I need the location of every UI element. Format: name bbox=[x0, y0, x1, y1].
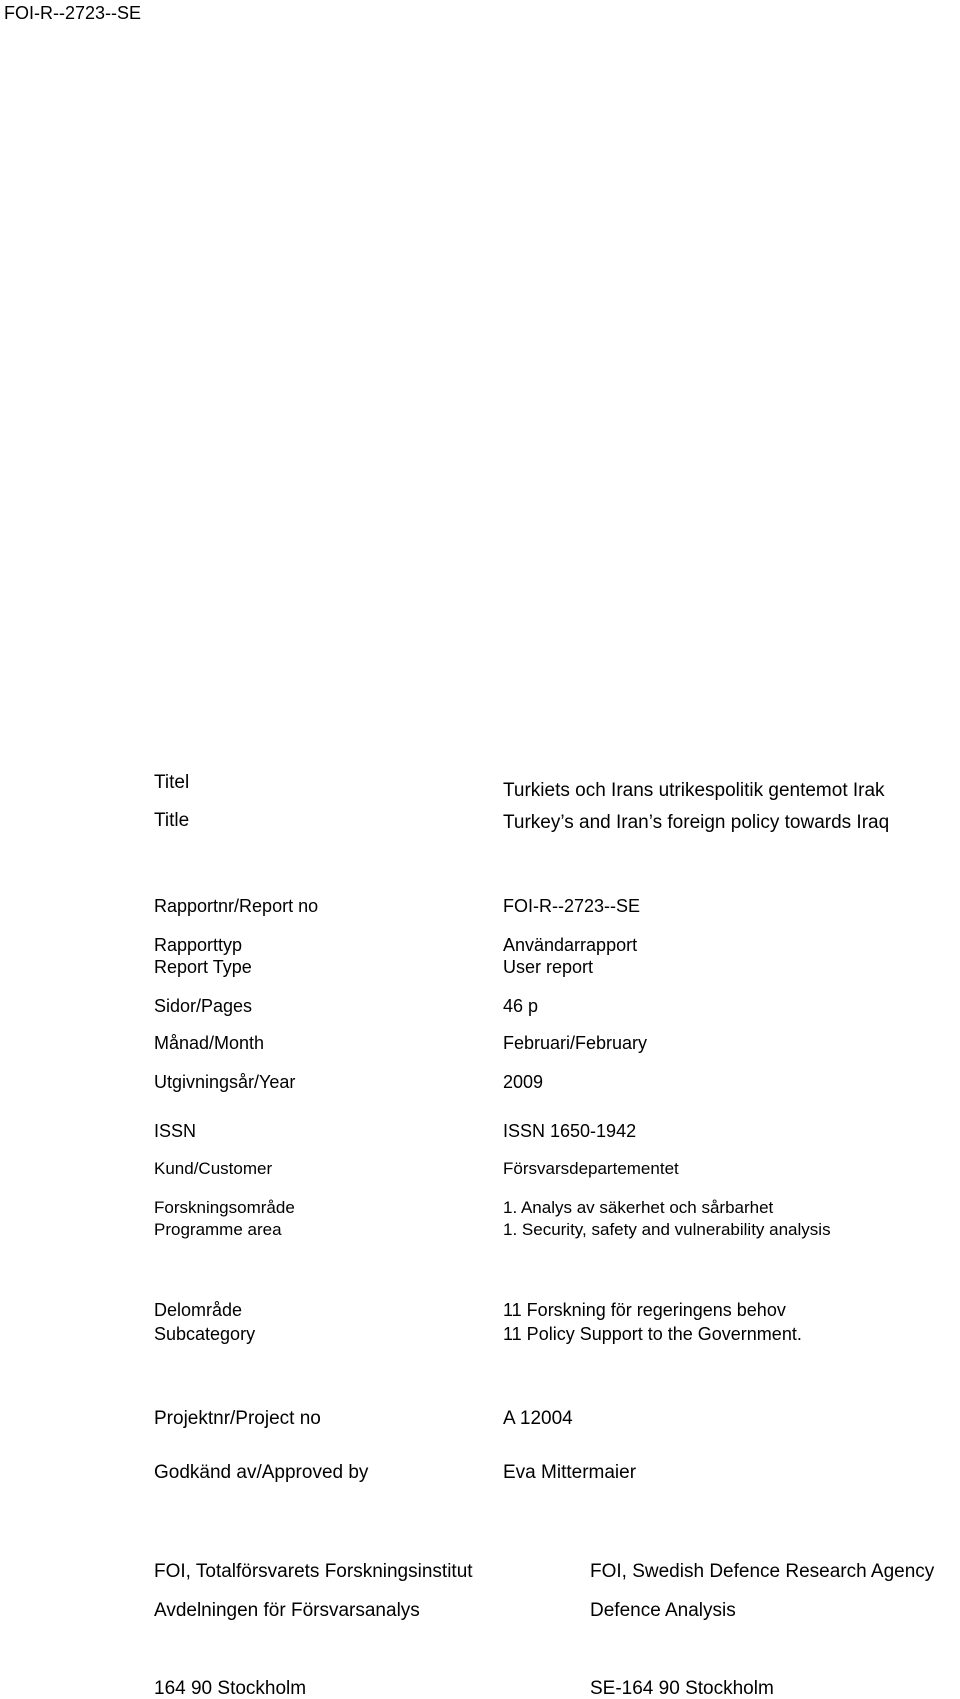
report-type-value-sv: Användarrapport bbox=[503, 935, 638, 955]
customer-value: Försvarsdepartementet bbox=[503, 1159, 679, 1178]
title-label-sv: Titel bbox=[154, 772, 190, 793]
org-name-en: FOI, Swedish Defence Research Agency bbox=[590, 1561, 935, 1582]
report-type-label-sv: Rapporttyp bbox=[154, 935, 243, 955]
month-label: Månad/Month bbox=[154, 1033, 265, 1053]
subcategory-label-sv: Delområde bbox=[154, 1300, 243, 1320]
address-en: SE-164 90 Stockholm bbox=[590, 1678, 774, 1699]
programme-value-en: 1. Security, safety and vulnerability analysis bbox=[503, 1220, 831, 1239]
title-value-sv: Turkiets och Irans utrikespolitik gentemot Irak bbox=[503, 780, 885, 801]
approved-by-label: Godkänd av/Approved by bbox=[154, 1462, 369, 1483]
address-sv: 164 90 Stockholm bbox=[154, 1678, 307, 1699]
report-id-header: FOI-R--2723--SE bbox=[4, 3, 142, 23]
project-no-label: Projektnr/Project no bbox=[154, 1408, 321, 1429]
pages-label: Sidor/Pages bbox=[154, 996, 253, 1016]
pages-value: 46 p bbox=[503, 996, 539, 1016]
year-value: 2009 bbox=[503, 1072, 544, 1092]
subcategory-label-en: Subcategory bbox=[154, 1324, 256, 1344]
report-no-label: Rapportnr/Report no bbox=[154, 896, 319, 916]
programme-label-sv: Forskningsområde bbox=[154, 1198, 295, 1217]
approved-by-value: Eva Mittermaier bbox=[503, 1462, 637, 1483]
customer-label: Kund/Customer bbox=[154, 1159, 273, 1178]
report-type-value-en: User report bbox=[503, 957, 594, 977]
month-value: Februari/February bbox=[503, 1033, 648, 1053]
department-en: Defence Analysis bbox=[590, 1600, 736, 1621]
report-type-label-en: Report Type bbox=[154, 957, 252, 977]
title-value-en: Turkey’s and Iran’s foreign policy towards Iraq bbox=[503, 812, 890, 833]
title-label-en: Title bbox=[154, 810, 190, 831]
subcategory-value-sv: 11 Forskning för regeringens behov bbox=[503, 1300, 786, 1320]
issn-value: ISSN 1650-1942 bbox=[503, 1121, 637, 1141]
programme-value-sv: 1. Analys av säkerhet och sårbarhet bbox=[503, 1198, 774, 1217]
report-no-value: FOI-R--2723--SE bbox=[503, 896, 641, 916]
project-no-value: A 12004 bbox=[503, 1408, 573, 1429]
org-name-sv: FOI, Totalförsvarets Forskningsinstitut bbox=[154, 1561, 473, 1582]
year-label: Utgivningsår/Year bbox=[154, 1072, 296, 1092]
department-sv: Avdelningen för Försvarsanalys bbox=[154, 1600, 420, 1621]
subcategory-value-en: 11 Policy Support to the Government. bbox=[503, 1324, 802, 1344]
issn-label: ISSN bbox=[154, 1121, 197, 1141]
programme-label-en: Programme area bbox=[154, 1220, 282, 1239]
